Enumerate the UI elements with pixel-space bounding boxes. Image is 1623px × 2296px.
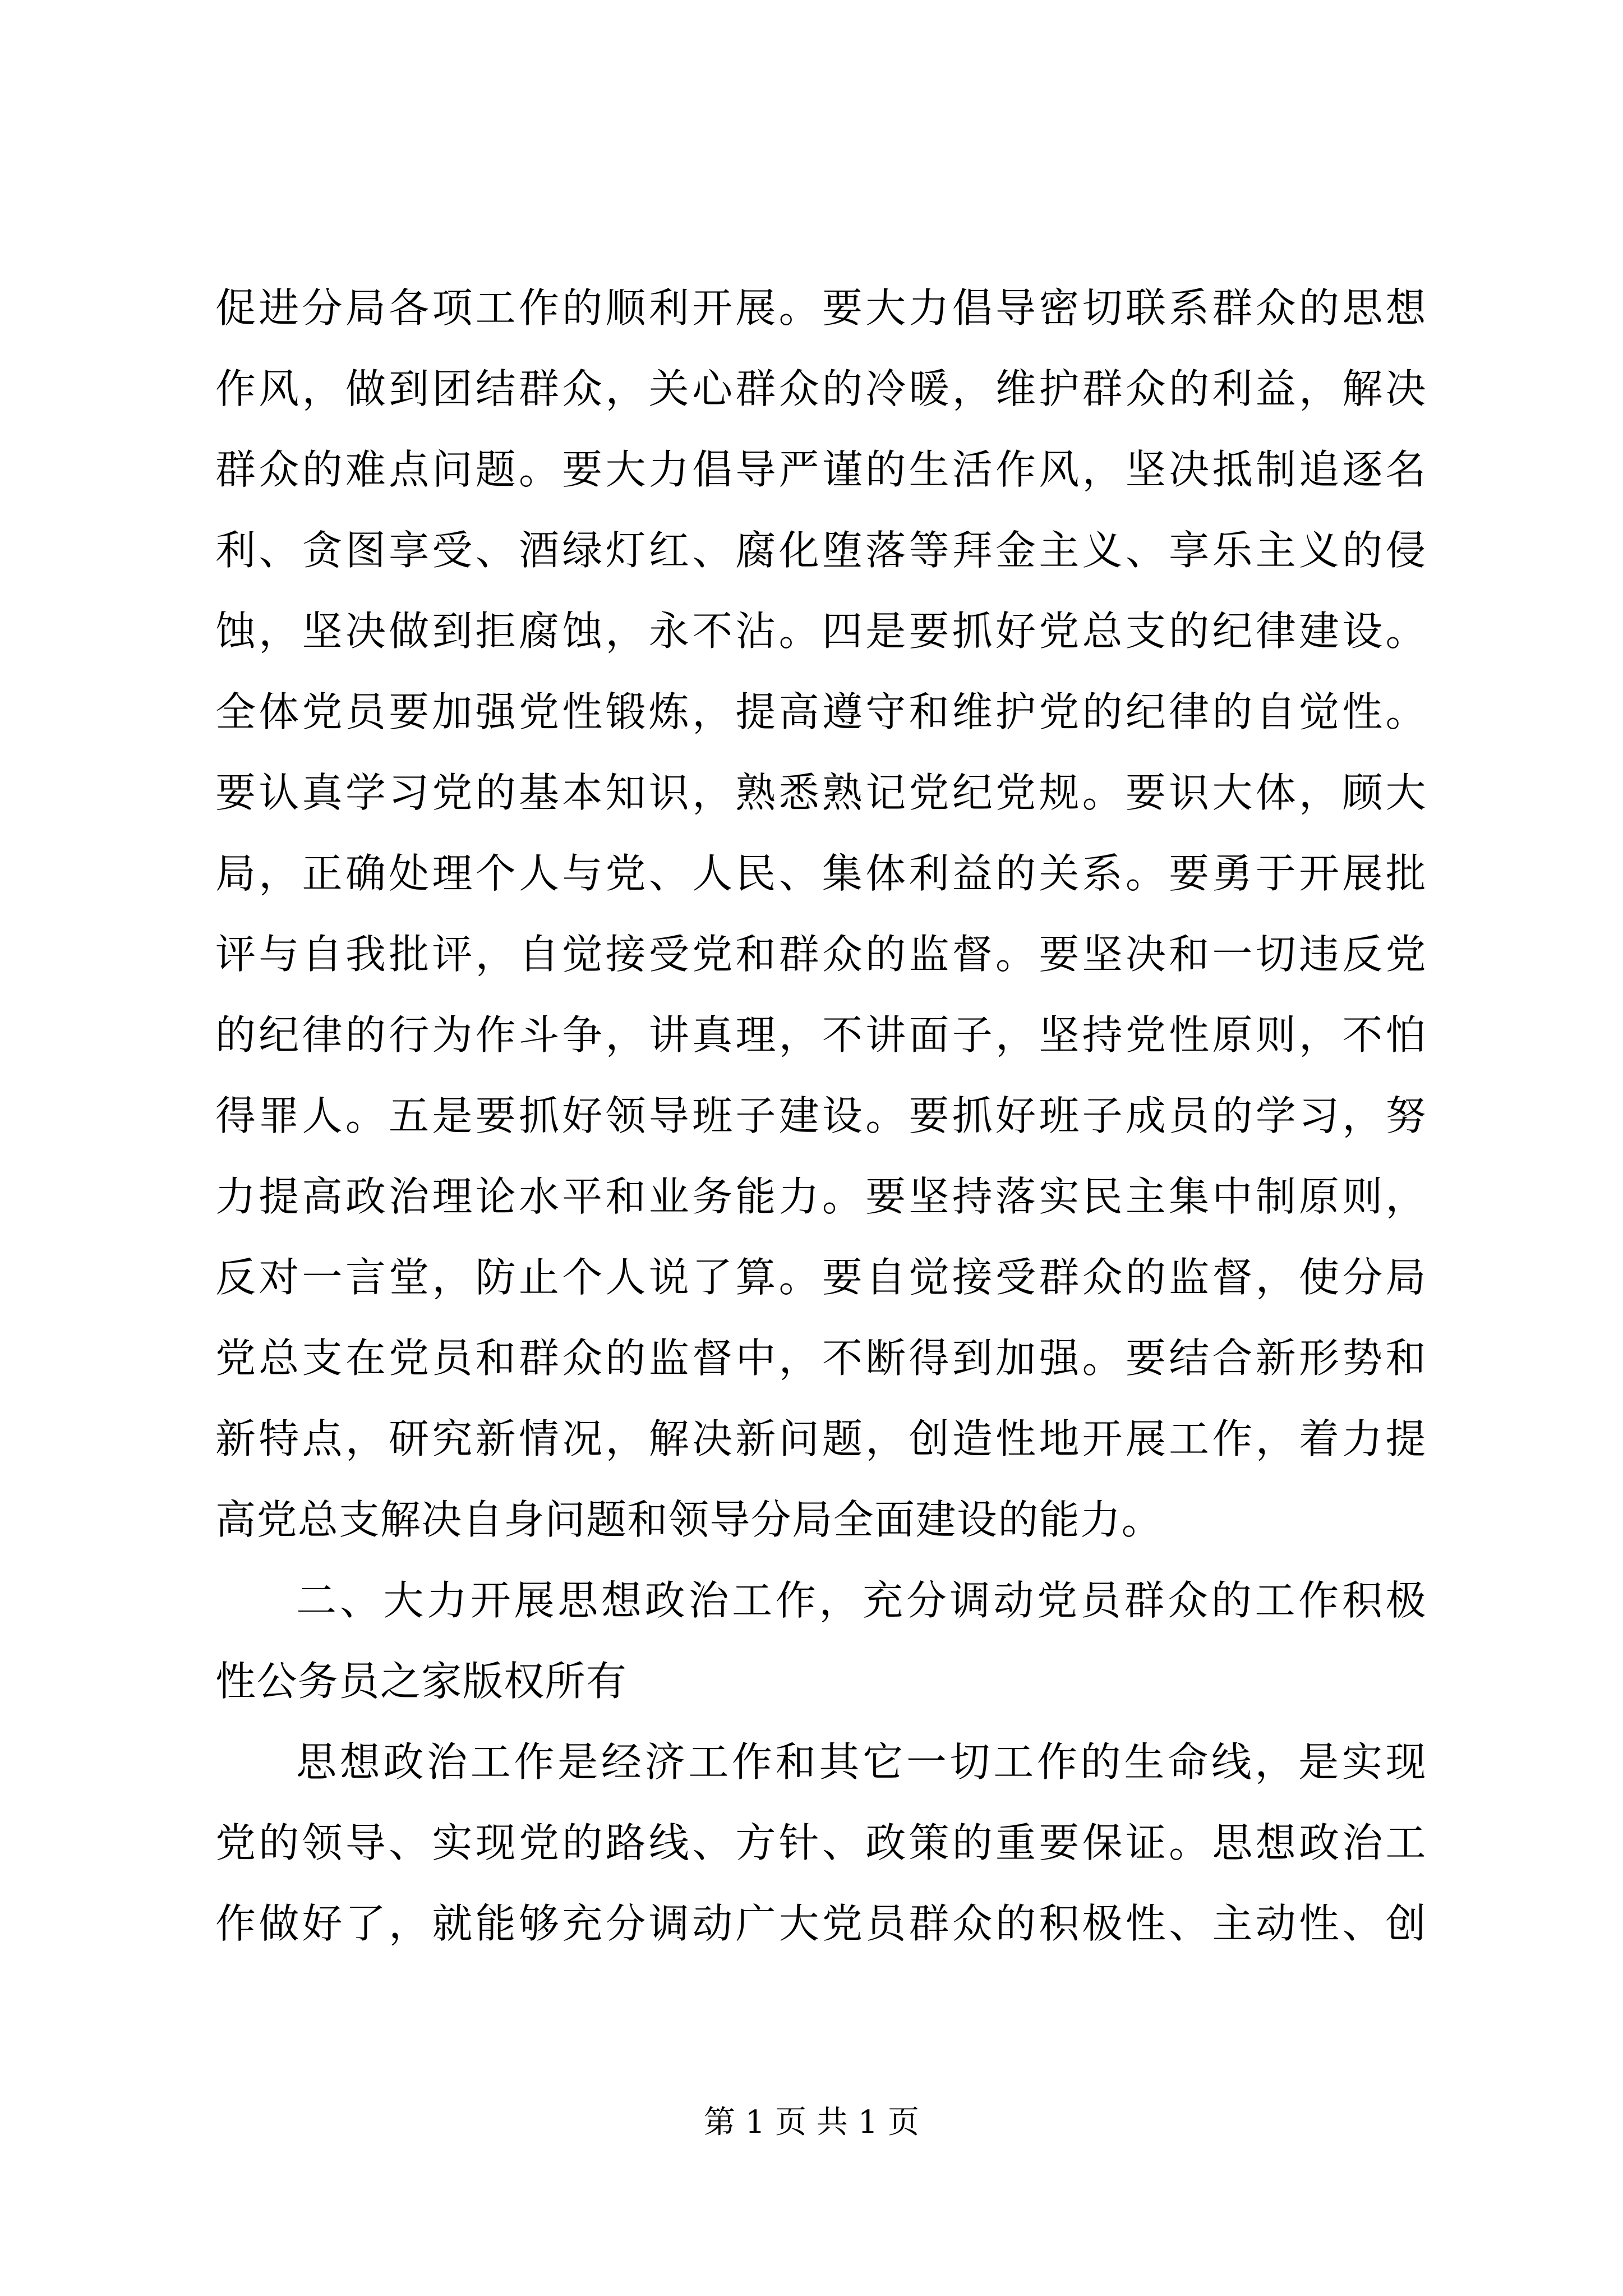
text-line: 蚀，坚决做到拒腐蚀，永不沾。四是要抓好党总支的纪律建设。 <box>215 608 1427 655</box>
text-line: 得罪人。五是要抓好领导班子建设。要抓好班子成员的学习，努 <box>215 1092 1427 1139</box>
text-line: 力提高政治理论水平和业务能力。要坚持落实民主集中制原则， <box>215 1173 1427 1220</box>
text-line: 促进分局各项工作的顺利开展。要大力倡导密切联系群众的思想 <box>215 284 1427 332</box>
text-line: 作风，做到团结群众，关心群众的冷暖，维护群众的利益，解决 <box>215 365 1427 412</box>
text-line: 党总支在党员和群众的监督中，不断得到加强。要结合新形势和 <box>215 1335 1427 1382</box>
text-line: 群众的难点问题。要大力倡导严谨的生活作风，坚决抵制追逐名 <box>215 446 1427 493</box>
section-heading-line: 性公务员之家版权所有 <box>215 1658 628 1705</box>
text-line: 新特点，研究新情况，解决新问题，创造性地开展工作，着力提 <box>215 1415 1427 1462</box>
text-line: 全体党员要加强党性锻炼，提高遵守和维护党的纪律的自觉性。 <box>215 688 1427 735</box>
text-line: 局，正确处理个人与党、人民、集体利益的关系。要勇于开展批 <box>215 850 1427 897</box>
text-line: 党的领导、实现党的路线、方针、政策的重要保证。思想政治工 <box>215 1819 1427 1866</box>
text-line: 要认真学习党的基本知识，熟悉熟记党纪党规。要识大体，顾大 <box>215 769 1427 816</box>
text-line: 高党总支解决自身问题和领导分局全面建设的能力。 <box>215 1496 1163 1543</box>
text-line: 利、贪图享受、酒绿灯红、腐化堕落等拜金主义、享乐主义的侵 <box>215 527 1427 574</box>
page-footer: 第 1 页 共 1 页 <box>703 2104 920 2141</box>
text-line: 思想政治工作是经济工作和其它一切工作的生命线，是实现 <box>296 1738 1427 1786</box>
section-heading-line: 二、大力开展思想政治工作，充分调动党员群众的工作积极 <box>296 1577 1427 1624</box>
text-line: 评与自我批评，自觉接受党和群众的监督。要坚决和一切违反党 <box>215 931 1427 978</box>
text-line: 的纪律的行为作斗争，讲真理，不讲面子，坚持党性原则，不怕 <box>215 1011 1427 1059</box>
text-line: 反对一言堂，防止个人说了算。要自觉接受群众的监督，使分局 <box>215 1254 1427 1301</box>
document-body <box>215 268 1427 1964</box>
text-line: 作做好了，就能够充分调动广大党员群众的积极性、主动性、创 <box>215 1900 1427 1947</box>
